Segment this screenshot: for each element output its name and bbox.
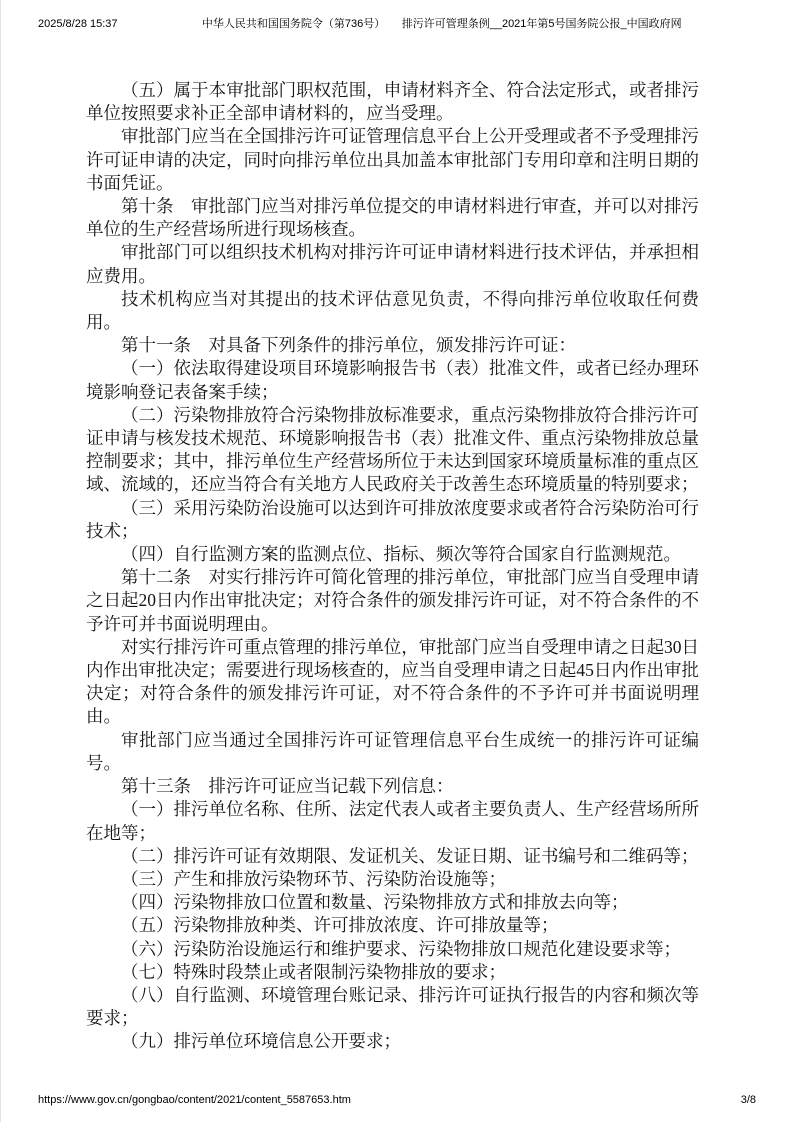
- document-title: 中华人民共和国国务院令（第736号） 排污许可管理条例__2021年第5号国务院公报_中国政府网: [201, 18, 682, 30]
- body-paragraph: （八）自行监测、环境管理台账记录、排污许可证执行报告的内容和频次等要求；: [86, 984, 699, 1029]
- body-paragraph: （五）污染物排放种类、许可排放浓度、许可排放量等；: [121, 915, 559, 936]
- body-paragraph: 审批部门应当在全国排污许可证管理信息平台上公开受理或者不予受理排污许可证申请的决定，同时向排污单位出具加盖本审批部门专用印章和注明日期的书面凭证。: [86, 126, 699, 193]
- body-paragraph: （三）产生和排放污染物环节、污染防治设施等；: [121, 868, 506, 889]
- print-header: [38, 17, 756, 31]
- page-number: 3/8: [740, 1094, 756, 1106]
- body-paragraph-article-10: 第十条 审批部门应当对排污单位提交的申请材料进行审查，并可以对排污单位的生产经营场所进行现场核查。: [86, 196, 699, 240]
- body-paragraph: （一）依法取得建设项目环境影响报告书（表）批准文件，或者已经办理环境影响登记表备案手续；: [86, 358, 699, 402]
- body-paragraph: （五）属于本审批部门职权范围，申请材料齐全、符合法定形式，或者排污单位按照要求补正全部申请材料的，应当受理。: [86, 80, 699, 124]
- print-datetime: 2025/8/28 15:37: [38, 18, 118, 30]
- body-paragraph-article-13: 第十三条 排污许可证应当记载下列信息：: [121, 776, 454, 797]
- source-url: https://www.gov.cn/gongbao/content/2021/content_5587653.htm: [38, 1094, 351, 1106]
- body-paragraph: 技术机构应当对其提出的技术评估意见负责，不得向排污单位收取任何费用。: [86, 288, 699, 333]
- body-paragraph-article-12: 第十二条 对实行排污许可简化管理的排污单位，审批部门应当自受理申请之日起20日内作出审批决定；对符合条件的颁发排污许可证，对不符合条件的不予许可并书面说明理由。: [86, 567, 699, 634]
- body-paragraph: 对实行排污许可重点管理的排污单位，审批部门应当自受理申请之日起30日内作出审批决定；需要进行现场核查的，应当自受理申请之日起45日内作出审批决定；对符合条件的颁发排污许可证，对不符合条件的不予许可并书面说明理由。: [86, 636, 699, 727]
- print-footer: [38, 1093, 756, 1107]
- body-paragraph: （九）排污单位环境信息公开要求；: [121, 1031, 401, 1052]
- body-paragraph: （二）排污许可证有效期限、发证机关、发证日期、证书编号和二维码等；: [121, 845, 699, 866]
- body-paragraph: （二）污染物排放符合污染物排放标准要求，重点污染物排放符合排污许可证申请与核发技术规范、环境影响报告书（表）批准文件、重点污染物排放总量控制要求；其中，排污单位生产经营场所位于未达到国家环境质量标准的重点区域、流域的，还应当符合有关地方人民政府关于改善生态环境质量的特别要求；: [86, 404, 699, 495]
- body-paragraph: （四）自行监测方案的监测点位、指标、频次等符合国家自行监测规范。: [121, 544, 681, 565]
- body-paragraph: （一）排污单位名称、住所、法定代表人或者主要负责人、生产经营场所所在地等；: [86, 799, 699, 843]
- document-body: [86, 79, 699, 1054]
- body-paragraph: （六）污染防治设施运行和维护要求、污染物排放口规范化建设要求等；: [121, 938, 681, 959]
- body-paragraph-article-11: 第十一条 对具备下列条件的排污单位，颁发排污许可证：: [121, 335, 576, 356]
- body-paragraph: （七）特殊时段禁止或者限制污染物排放的要求；: [121, 961, 506, 982]
- body-paragraph: 审批部门应当通过全国排污许可证管理信息平台生成统一的排污许可证编号。: [86, 729, 699, 773]
- body-paragraph: （三）采用污染防治设施可以达到许可排放浓度要求或者符合污染防治可行技术；: [86, 497, 699, 541]
- body-paragraph: （四）污染物排放口位置和数量、污染物排放方式和排放去向等；: [121, 892, 629, 913]
- body-paragraph: 审批部门可以组织技术机构对排污许可证申请材料进行技术评估，并承担相应费用。: [86, 242, 699, 286]
